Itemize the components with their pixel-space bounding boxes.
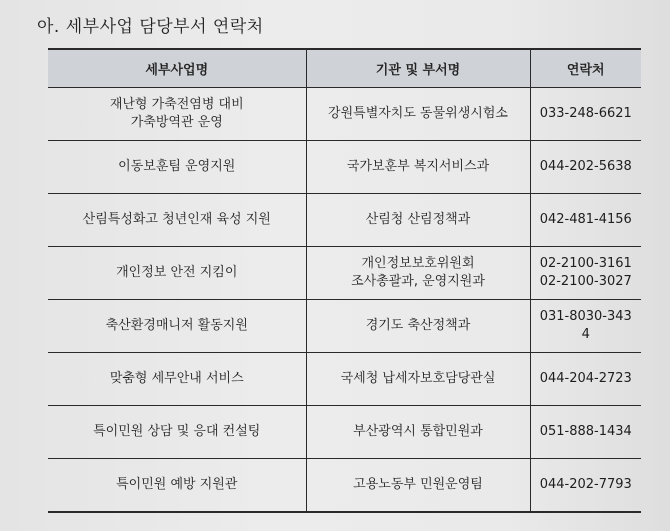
contact-cell	[530, 88, 641, 141]
project-cell	[48, 88, 306, 141]
project-cell	[48, 459, 306, 512]
section-heading: 아. 세부사업 담당부서 연락처	[37, 17, 264, 37]
contact-line: 031-8030-343	[539, 309, 632, 324]
table-row	[48, 353, 641, 406]
table-row	[48, 406, 641, 459]
project-cell	[48, 247, 306, 300]
department-line: 부산광역시 통합민원과	[353, 424, 483, 439]
contact-line: 033-248-6621	[539, 106, 632, 121]
header-department: 기관 및 부서명	[306, 49, 530, 88]
contact-line: 02-2100-3027	[539, 274, 632, 289]
contact-cell	[530, 300, 641, 353]
department-line: 경기도 축산정책과	[365, 318, 471, 333]
contact-line: 044-202-5638	[539, 159, 632, 174]
department-cell	[306, 247, 530, 300]
project-line: 개인정보 안전 지킴이	[116, 265, 238, 280]
project-cell	[48, 406, 306, 459]
department-cell	[306, 300, 530, 353]
table-row	[48, 194, 641, 247]
contact-cell	[530, 247, 641, 300]
project-line: 특이민원 상담 및 응대 컨설팅	[93, 424, 261, 439]
table-row	[48, 247, 641, 300]
department-line: 개인정보보호위원회	[361, 256, 475, 271]
project-cell	[48, 141, 306, 194]
contact-line: 042-481-4156	[539, 212, 632, 227]
header-contact: 연락처	[530, 49, 641, 88]
project-line: 특이민원 예방 지원관	[116, 476, 238, 492]
table-row	[48, 141, 641, 194]
project-line: 산림특성화고 청년인재 육성 지원	[82, 212, 271, 227]
contact-line: 4	[581, 327, 590, 342]
table-row	[48, 300, 641, 353]
project-cell	[48, 194, 306, 247]
department-line: 조사총괄과, 운영지원과	[351, 274, 485, 289]
department-cell	[306, 88, 530, 141]
department-line: 강원특별자치도 동물위생시험소	[328, 106, 508, 121]
department-cell	[306, 459, 530, 512]
contact-line: 02-2100-3161	[539, 256, 632, 271]
department-cell	[306, 194, 530, 247]
department-line: 국세청 납세자보호담당관실	[340, 371, 496, 386]
department-line: 산림청 산림정책과	[365, 212, 471, 227]
department-line: 국가보훈부 복지서비스과	[346, 159, 490, 174]
project-line: 재난형 가축전염병 대비	[109, 97, 244, 112]
project-cell	[48, 353, 306, 406]
contact-cell	[530, 194, 641, 247]
contact-cell	[530, 141, 641, 194]
table-row	[48, 459, 641, 512]
table-row	[48, 88, 641, 141]
contact-cell	[530, 406, 641, 459]
project-line: 맞춤형 세무안내 서비스	[109, 371, 244, 386]
contact-line: 051-888-1434	[539, 424, 632, 439]
contact-cell	[530, 459, 641, 512]
contact-cell	[530, 353, 641, 406]
contacts-table	[48, 48, 641, 513]
project-line: 축산환경매니저 활동지원	[105, 318, 248, 333]
department-cell	[306, 406, 530, 459]
department-cell	[306, 353, 530, 406]
department-cell	[306, 141, 530, 194]
department-line: 고용노동부 민원운영팀	[353, 476, 483, 492]
project-cell	[48, 300, 306, 353]
contact-line: 044-202-7793	[539, 476, 632, 492]
contact-line: 044-204-2723	[539, 371, 632, 386]
table-header-row	[48, 49, 641, 88]
project-line: 이동보훈팀 운영지원	[118, 159, 236, 174]
header-project: 세부사업명	[48, 49, 306, 88]
project-line: 가축방역관 운영	[130, 115, 223, 130]
